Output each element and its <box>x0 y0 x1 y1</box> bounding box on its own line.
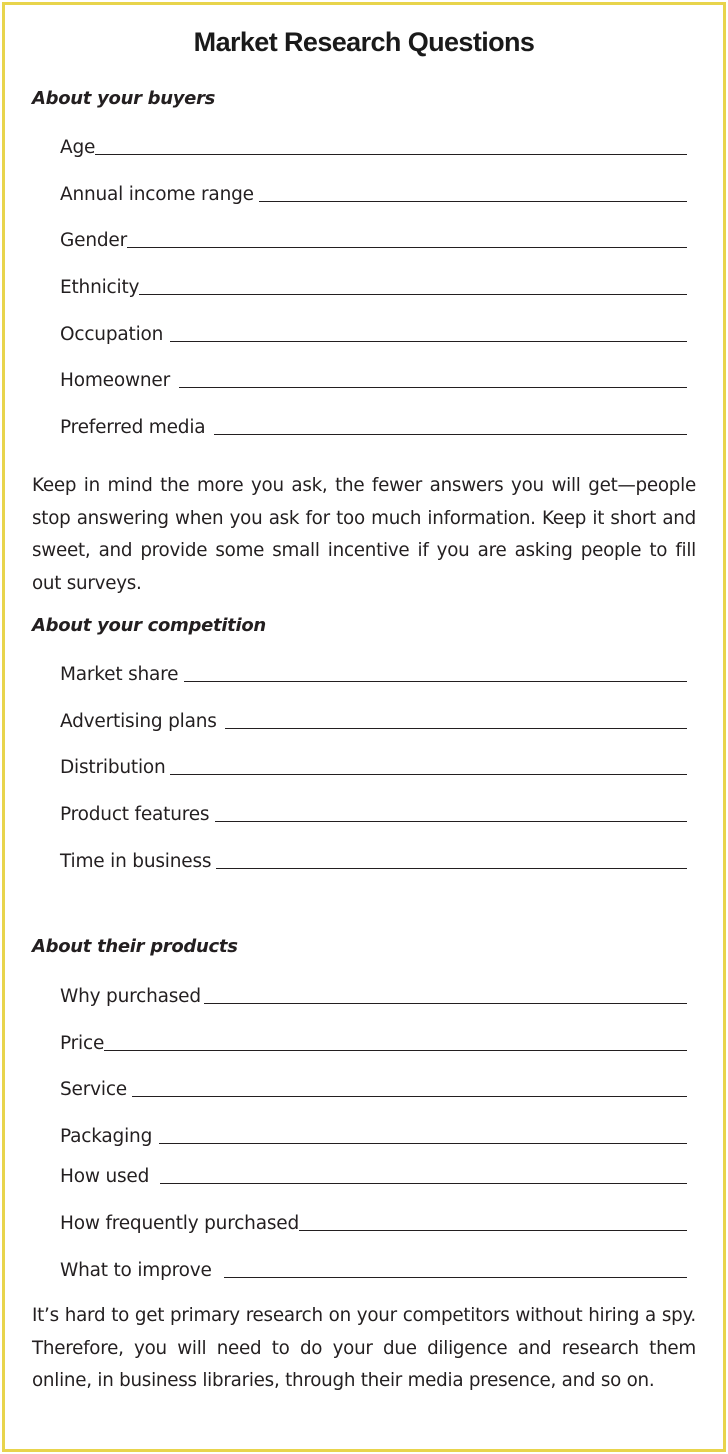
field-label: Occupation <box>60 324 164 345</box>
answer-line[interactable] <box>132 1096 687 1097</box>
field-label: Packaging <box>60 1126 153 1147</box>
field-label: Price <box>60 1033 105 1054</box>
field-label: How frequently purchased <box>60 1213 299 1234</box>
field-label: How used <box>60 1166 150 1187</box>
field-label: Market share <box>60 664 179 685</box>
field-why-purchased[interactable] <box>60 982 687 1008</box>
closing-paragraph: It’s hard to get primary research on your competitors without hiring a spy. Therefore, you will need to do your due diligence and research them online, in business libraries, through their media presence, and so on. <box>32 1305 696 1391</box>
field-advertising-plans[interactable] <box>60 707 687 733</box>
answer-line[interactable] <box>127 247 687 248</box>
section-heading-products: About their products <box>32 936 238 957</box>
answer-line[interactable] <box>224 1277 687 1278</box>
answer-line[interactable] <box>170 341 687 342</box>
answer-line[interactable] <box>216 868 687 869</box>
answer-line[interactable] <box>179 387 687 388</box>
answer-line[interactable] <box>104 1050 687 1051</box>
field-label: Annual income range <box>60 184 254 205</box>
answer-line[interactable] <box>159 1143 687 1144</box>
field-label: Age <box>60 137 96 158</box>
field-label: Advertising plans <box>60 711 217 732</box>
field-service[interactable] <box>60 1075 687 1101</box>
answer-line[interactable] <box>204 1003 687 1004</box>
answer-line[interactable] <box>170 774 687 775</box>
field-occupation[interactable] <box>60 320 687 346</box>
answer-line[interactable] <box>184 681 687 682</box>
field-label: What to improve <box>60 1260 212 1281</box>
field-ethnicity[interactable] <box>60 273 687 299</box>
field-product-features[interactable] <box>60 800 687 826</box>
tip-paragraph: Keep in mind the more you ask, the fewer answers you will get—people stop answering when you ask for too much information. Keep it short and sweet, and provide some small incentive if you are asking people to fill out surveys. <box>32 475 696 594</box>
answer-line[interactable] <box>299 1230 687 1231</box>
field-age[interactable] <box>60 133 687 159</box>
field-preferred-media[interactable] <box>60 413 687 439</box>
field-what-to-improve[interactable] <box>60 1256 687 1282</box>
field-label: Why purchased <box>60 986 201 1007</box>
answer-line[interactable] <box>225 728 687 729</box>
answer-line[interactable] <box>95 154 687 155</box>
answer-line[interactable] <box>259 201 687 202</box>
page-title: Market Research Questions <box>193 27 535 57</box>
field-label: Product features <box>60 804 210 825</box>
field-price[interactable] <box>60 1029 687 1055</box>
field-label: Ethnicity <box>60 277 140 298</box>
answer-line[interactable] <box>160 1183 687 1184</box>
answer-line[interactable] <box>214 434 687 435</box>
field-how-frequently-purchased[interactable] <box>60 1209 687 1235</box>
field-label: Homeowner <box>60 370 170 391</box>
section-heading-competition: About your competition <box>32 615 266 636</box>
field-gender[interactable] <box>60 226 687 252</box>
field-homeowner[interactable] <box>60 366 687 392</box>
field-how-used[interactable] <box>60 1162 687 1188</box>
field-time-in-business[interactable] <box>60 847 687 873</box>
field-label: Gender <box>60 230 127 251</box>
field-label: Time in business <box>60 851 212 872</box>
answer-line[interactable] <box>139 294 687 295</box>
field-label: Preferred media <box>60 417 206 438</box>
field-annual-income-range[interactable] <box>60 180 687 206</box>
field-market-share[interactable] <box>60 660 687 686</box>
field-label: Service <box>60 1079 127 1100</box>
answer-line[interactable] <box>215 821 687 822</box>
field-packaging[interactable] <box>60 1122 687 1148</box>
field-distribution[interactable] <box>60 753 687 779</box>
field-label: Distribution <box>60 757 166 778</box>
section-heading-buyers: About your buyers <box>32 88 216 109</box>
